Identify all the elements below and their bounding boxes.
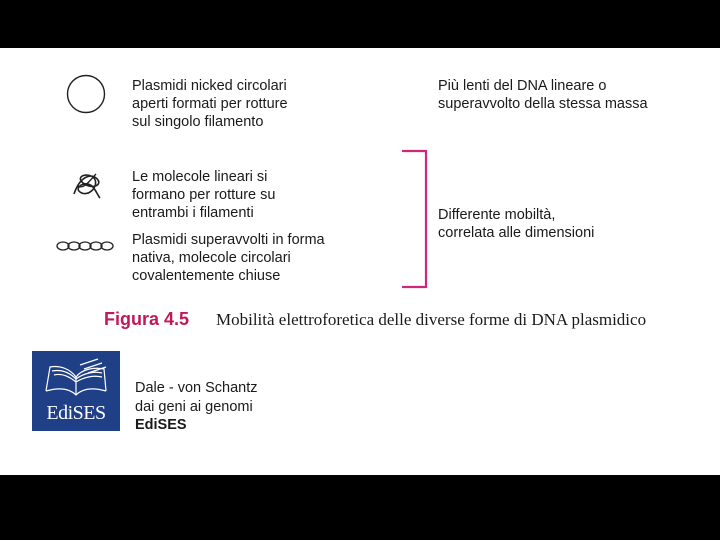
logo-wordmark: EdiSES: [46, 402, 106, 424]
row-line: formano per rotture su: [132, 187, 276, 203]
row-line: nativa, molecole circolari: [132, 250, 291, 266]
bracket: [398, 149, 432, 289]
figure-label: Figura 4.5: [104, 309, 190, 329]
row-line: aperti formati per rotture: [132, 96, 288, 112]
row-line: Plasmidi nicked circolari: [132, 78, 287, 94]
supercoiled-plasmid-description: [132, 231, 325, 285]
slide: [0, 48, 720, 475]
nicked-plasmid-description: [132, 77, 288, 131]
row-line: sul singolo filamento: [132, 114, 264, 130]
supercoiled-chain-icon: [56, 238, 114, 254]
book-title: dai geni ai genomi: [135, 399, 253, 415]
edises-logo: [32, 351, 120, 431]
book-authors: Dale - von Schantz: [135, 380, 258, 396]
book-publisher: EdiSES: [135, 417, 187, 433]
note-line: Più lenti del DNA lineare o: [438, 78, 607, 94]
open-book-icon: [40, 357, 112, 399]
slower-mobility-note: [438, 77, 648, 113]
row-line: Le molecole lineari si: [132, 169, 268, 185]
note-line: correlata alle dimensioni: [438, 225, 595, 241]
open-circle-icon: [64, 72, 108, 116]
note-line: superavvolto della stessa massa: [438, 96, 648, 112]
tangled-strand-icon: [70, 168, 104, 202]
row-line: Plasmidi superavvolti in forma: [132, 232, 325, 248]
row-line: entrambi i filamenti: [132, 205, 254, 221]
row-line: covalentemente chiuse: [132, 268, 281, 284]
note-line: Differente mobiltà,: [438, 207, 556, 223]
size-mobility-note: [438, 206, 594, 242]
figure-caption: Mobilità elettroforetica delle diverse forme di DNA plasmidico: [216, 310, 647, 329]
linear-molecule-description: [132, 168, 275, 222]
